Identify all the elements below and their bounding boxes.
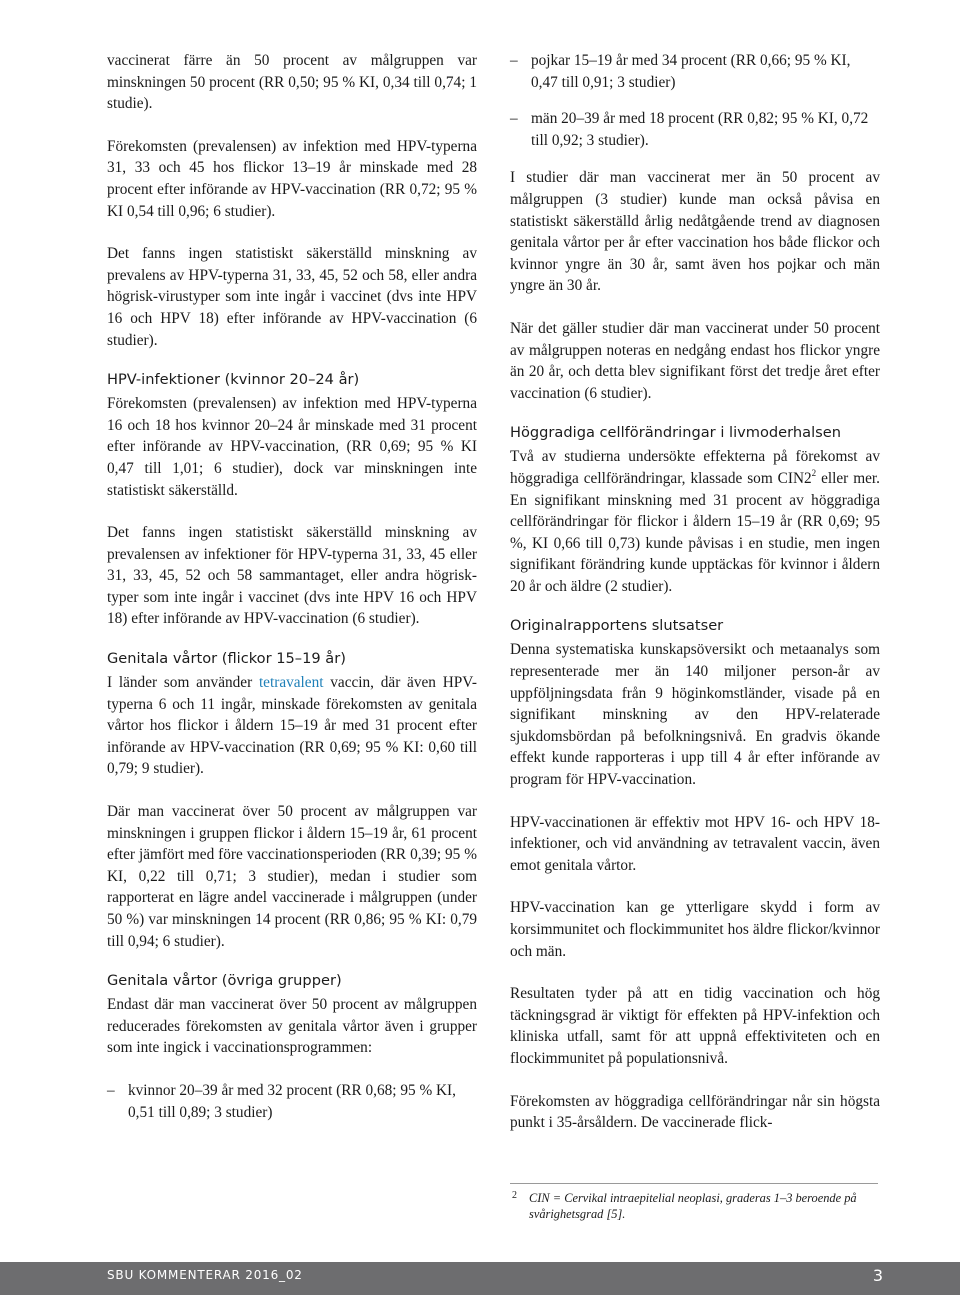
paragraph <box>107 672 477 780</box>
paragraph: Resultaten tyder på att en tidig vaccination och hög täckningsgrad är viktigt för effekten på HPV-infektion och kliniska utfall, samt för att uppnå effektiviteten och en flockimmunitet på populationsnivå. <box>510 985 880 1067</box>
dash-bullet: – <box>510 52 518 69</box>
footnote-number: 2 <box>512 1190 517 1201</box>
paragraph: Där man vaccinerat över 50 procent av målgruppen var minskningen i gruppen flickor i åldern 15–19 år, 61 procent efter jämfört med före vaccinationsperioden (RR 0,39; 95 % KI, 0,22 till 0,71; 3 studier), medan i studier som rapporterat en lägre andel vaccinerade i målgruppen (under 50 %) var minskningen 14 procent (RR 0,86; 95 % KI: 0,79 till 0,94; 6 studier). <box>107 803 477 950</box>
section-heading: HPV-infektioner (kvinnor 20–24 år) <box>107 371 360 389</box>
paragraph: Förekomsten av höggradiga cellförändringar når sin högsta punkt i 35-årsåldern. De vaccinerade flick- <box>510 1092 880 1132</box>
section-heading: Genitala vårtor (flickor 15–19 år) <box>107 650 346 668</box>
paragraph: vaccinerat färre än 50 procent av målgruppen var minskningen 50 procent (RR 0,50; 95 % KI, 0,34 till 0,74; 1 studie). <box>107 52 477 113</box>
list-item-text: pojkar 15–19 år med 34 procent (RR 0,66; 95 % KI, 0,47 till 0,91; 3 studier) <box>531 52 851 91</box>
text-span: Två av studierna undersökte effekterna på förekomst av höggradiga cellförändringar, klassade som CIN2 <box>510 448 880 487</box>
list-item <box>107 1080 477 1123</box>
paragraph: När det gäller studier där man vaccinerat under 50 procent av målgruppen noteras en nedgång endast hos flickor yngre än 20 år, och detta blev signifikant först det tredje året efter vaccination (6 studier). <box>510 319 880 402</box>
footer-bar <box>0 1262 960 1295</box>
list-item <box>510 50 880 93</box>
paragraph: Denna systematiska kunskapsöversikt och metaanalys som representerade mer än 140 miljoner person-år av uppföljningsdata från 9 höginkomstländer, visade på en signifikant minskning av den HPV-relaterade sjukdomsbördan på befolkningsnivå. En gradvis ökande effekt kunde rapporteras i upp till 4 år efter införande av program för HPV-vaccination. <box>510 641 880 789</box>
tetravalent-link[interactable]: tetravalent <box>258 674 324 692</box>
footnote-text: CIN = Cervikal intraepitelial neoplasi, graderas 1–3 beroende på svårighetsgrad [5]. <box>529 1191 857 1222</box>
paragraph: Förekomsten (prevalensen) av infektion med HPV-typerna 16 och 18 hos kvinnor 20–24 år minskade med 31 procent efter införande av HPV-vaccination, (RR 0,69; 95 % KI 0,47 till 1,01; 6 studier), dock var minskningen inte statistiskt säkerställd. <box>107 395 477 499</box>
dash-bullet: – <box>510 110 518 128</box>
list-item-text: kvinnor 20–39 år med 32 procent (RR 0,68; 95 % KI, 0,51 till 0,89; 3 studier) <box>128 1081 456 1121</box>
footnote-divider <box>510 1183 878 1184</box>
page-number: 3 <box>872 1266 883 1285</box>
paragraph: HPV-vaccinationen är effektiv mot HPV 16- och HPV 18-infektioner, och vid användning av tetravalent vaccin, även emot genitala vårtor. <box>510 813 880 874</box>
dash-bullet: – <box>107 1081 115 1099</box>
paragraph: I studier där man vaccinerat mer än 50 procent av målgruppen (3 studier) kunde man också påvisa en statistiskt säkerställd årlig nedåtgående trend av diagnosen genitala vårtor per år efter vaccination hos både flickor och kvinnor yngre än 30 år, samt även hos pojkar och män yngre än 30 år. <box>510 169 880 295</box>
dash-list <box>107 1080 477 1123</box>
section-heading: Höggradiga cellförändringar i livmoderhalsen <box>510 424 841 442</box>
right-column <box>510 50 880 1155</box>
section-heading: Originalrapportens slutsatser <box>510 617 724 635</box>
text-span: vaccin, där även HPV-typerna 6 och 11 ingår, minskade förekomsten av genitala vårtor hos flickor i åldern 15–19 år med 31 procent efter införande av HPV-vaccination (RR 0,69; 95 % KI: 0,60 till 0,79; 9 studier). <box>107 674 477 778</box>
left-column <box>107 50 477 1139</box>
dash-list <box>510 50 880 151</box>
paragraph: Endast där man vaccinerat över 50 procent av målgruppen reducerades förekomsten av genitala vårtor även i grupper som inte ingick i vaccinationsprogrammen: <box>107 996 477 1057</box>
text-span: eller mer. En signifikant minskning med 31 procent av höggradiga cellförändringar för flickor i åldern 15–19 år (RR 0,69; 95 %, KI 0,66 till 0,73) kunde påvisas i en studie, men ingen signifikant förändring kunde upptäckas för kvinnor i åldern 20 år och äldre (2 studier). <box>510 469 880 595</box>
footnote-ref[interactable]: 2 <box>811 467 817 478</box>
paragraph: Förekomsten (prevalensen) av infektion med HPV-typerna 31, 33 och 45 hos flickor 13–19 år minskade med 28 procent efter införande av HPV-vaccination (RR 0,72; 95 % KI 0,54 till 0,96; 6 studier). <box>107 137 477 220</box>
text-span: I länder som använder <box>107 674 259 692</box>
paragraph: HPV-vaccination kan ge ytterligare skydd i form av korsimmunitet och flockimmunitet hos äldre flickor/kvinnor och män. <box>510 899 880 960</box>
section-heading: Genitala vårtor (övriga grupper) <box>107 972 342 990</box>
publication-name: SBU KOMMENTERAR 2016_02 <box>107 1268 303 1282</box>
list-item-text: män 20–39 år med 18 procent (RR 0,82; 95 % KI, 0,72 till 0,92; 3 studier). <box>531 110 869 149</box>
paragraph: Det fanns ingen statistiskt säkerställd minskning av prevalens av HPV-typerna 31, 33, 45, 52 och 58, eller andra högrisk-virustyper som inte ingår i vaccinet (dvs inte HPV 16 och HPV 18) efter införande av HPV-vaccination (6 studier). <box>107 245 477 349</box>
paragraph: Det fanns ingen statistiskt säkerställd minskning av prevalensen av infektioner för HPV-typerna 31, 33, 45 eller 31, 33, 45, 52 och 58 sammantaget, eller andra högrisk-typer som inte ingår i vaccinet (dvs inte HPV 16 och HPV 18) efter införande av HPV-vaccination (6 studier). <box>107 524 477 628</box>
paragraph <box>510 446 880 597</box>
footnote <box>510 1190 878 1223</box>
list-item <box>510 108 880 151</box>
